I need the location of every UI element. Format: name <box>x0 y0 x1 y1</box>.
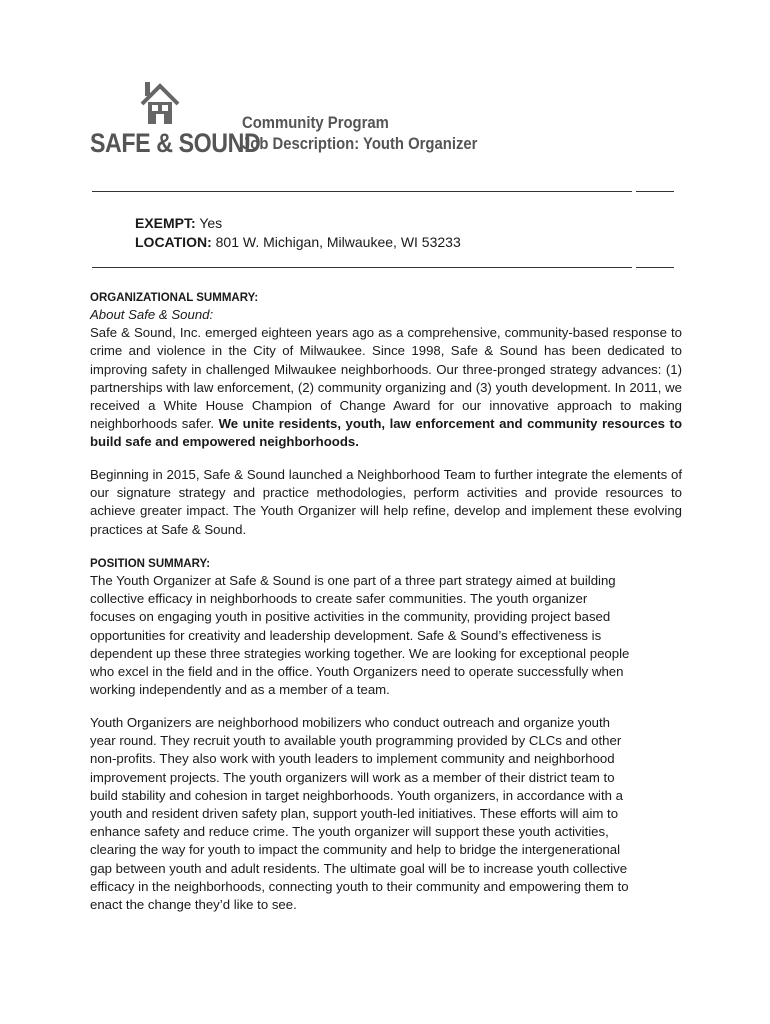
position-summary-heading: POSITION SUMMARY: <box>90 558 211 570</box>
document-header <box>90 80 690 165</box>
logo-wordmark: SAFE & SOUND <box>90 128 261 158</box>
position-summary <box>90 556 682 699</box>
header-titles <box>242 113 504 155</box>
divider-bottom-gap <box>632 265 636 269</box>
location-value: 801 W. Michigan, Milwaukee, WI 53233 <box>211 234 461 250</box>
youth-organizers-paragraph: Youth Organizers are neighborhood mobilizers who conduct outreach and organize youth year round. They recruit youth to available youth programming provided by CLCs and other non-profits. They also work with youth leaders to implement community and neighborhood improvement projects. The youth organizers will work as a member of their district team to build stability and cohesion in target neighborhoods. Youth organizers, in accordance with a youth and resident driven safety plan, support youth-led initiatives. These efforts will aim to enhance safety and reduce crime. The youth organizer will support these youth activities, clearing the way for youth to impact the community and help to bridge the intergenerational gap between youth and adult residents. The ultimate goal will be to increase youth collective efficacy in the neighborhoods, connecting youth to their community and empowering them to enact the change they’d like to see. <box>90 715 629 913</box>
exempt-value: Yes <box>195 215 223 231</box>
divider-top <box>92 191 674 192</box>
divider-top-gap <box>632 189 636 193</box>
exempt-row <box>135 214 461 233</box>
org-summary-bold-text: We unite residents, youth, law enforcement and community resources to build safe and empowered neighborhoods. <box>90 416 682 450</box>
job-title: Job Description: Youth Organizer <box>242 135 478 153</box>
location-row <box>135 233 461 252</box>
position-summary-paragraph: The Youth Organizer at Safe & Sound is one part of a three part strategy aimed at building collective efficacy in neighborhoods to create safer communities. The youth organizer focuses on engaging youth in positive activities in the community, providing project based opportunities for creativity and leadership development. Safe & Sound’s effectiveness is dependent up these three strategies working together. We are looking for exceptional people who excel in the field and in the office. Youth Organizers need to operate successfully when working independently and as a member of a team. <box>90 573 630 698</box>
divider-bottom <box>92 267 674 268</box>
org-summary-text: Safe & Sound, Inc. emerged eighteen years ago as a comprehensive, community-based response to crime and violence in the City of Milwaukee. Since 1998, Safe & Sound has been dedicated to improving safety in challenged Milwaukee neighborhoods. Our three-pronged strategy advances: (1) partnerships with law enforcement, (2) community organizing and (3) youth development. In 2011, we received a White House Champion of Change Award for our innovative approach to making neighborhoods safer. <box>90 325 682 432</box>
program-title: Community Program <box>242 114 389 132</box>
organizational-summary <box>90 290 682 452</box>
job-meta <box>135 214 461 252</box>
house-icon <box>136 80 184 128</box>
neighborhood-team-paragraph: Beginning in 2015, Safe & Sound launched a Neighborhood Team to further integrate the elements of our signature strategy and practice methodologies, perform activities and provide resources to achieve greater impact. The Youth Organizer will help refine, develop and implement these evolving practices at Safe & Sound. <box>90 467 682 537</box>
org-summary-paragraph-2 <box>90 466 682 539</box>
exempt-label: EXEMPT: <box>135 215 196 231</box>
org-summary-heading: ORGANIZATIONAL SUMMARY: <box>90 292 259 304</box>
position-summary-paragraph-2 <box>90 714 682 914</box>
location-label: LOCATION: <box>135 234 212 250</box>
org-summary-paragraph <box>90 324 682 451</box>
org-summary-subheading: About Safe & Sound: <box>90 307 214 322</box>
